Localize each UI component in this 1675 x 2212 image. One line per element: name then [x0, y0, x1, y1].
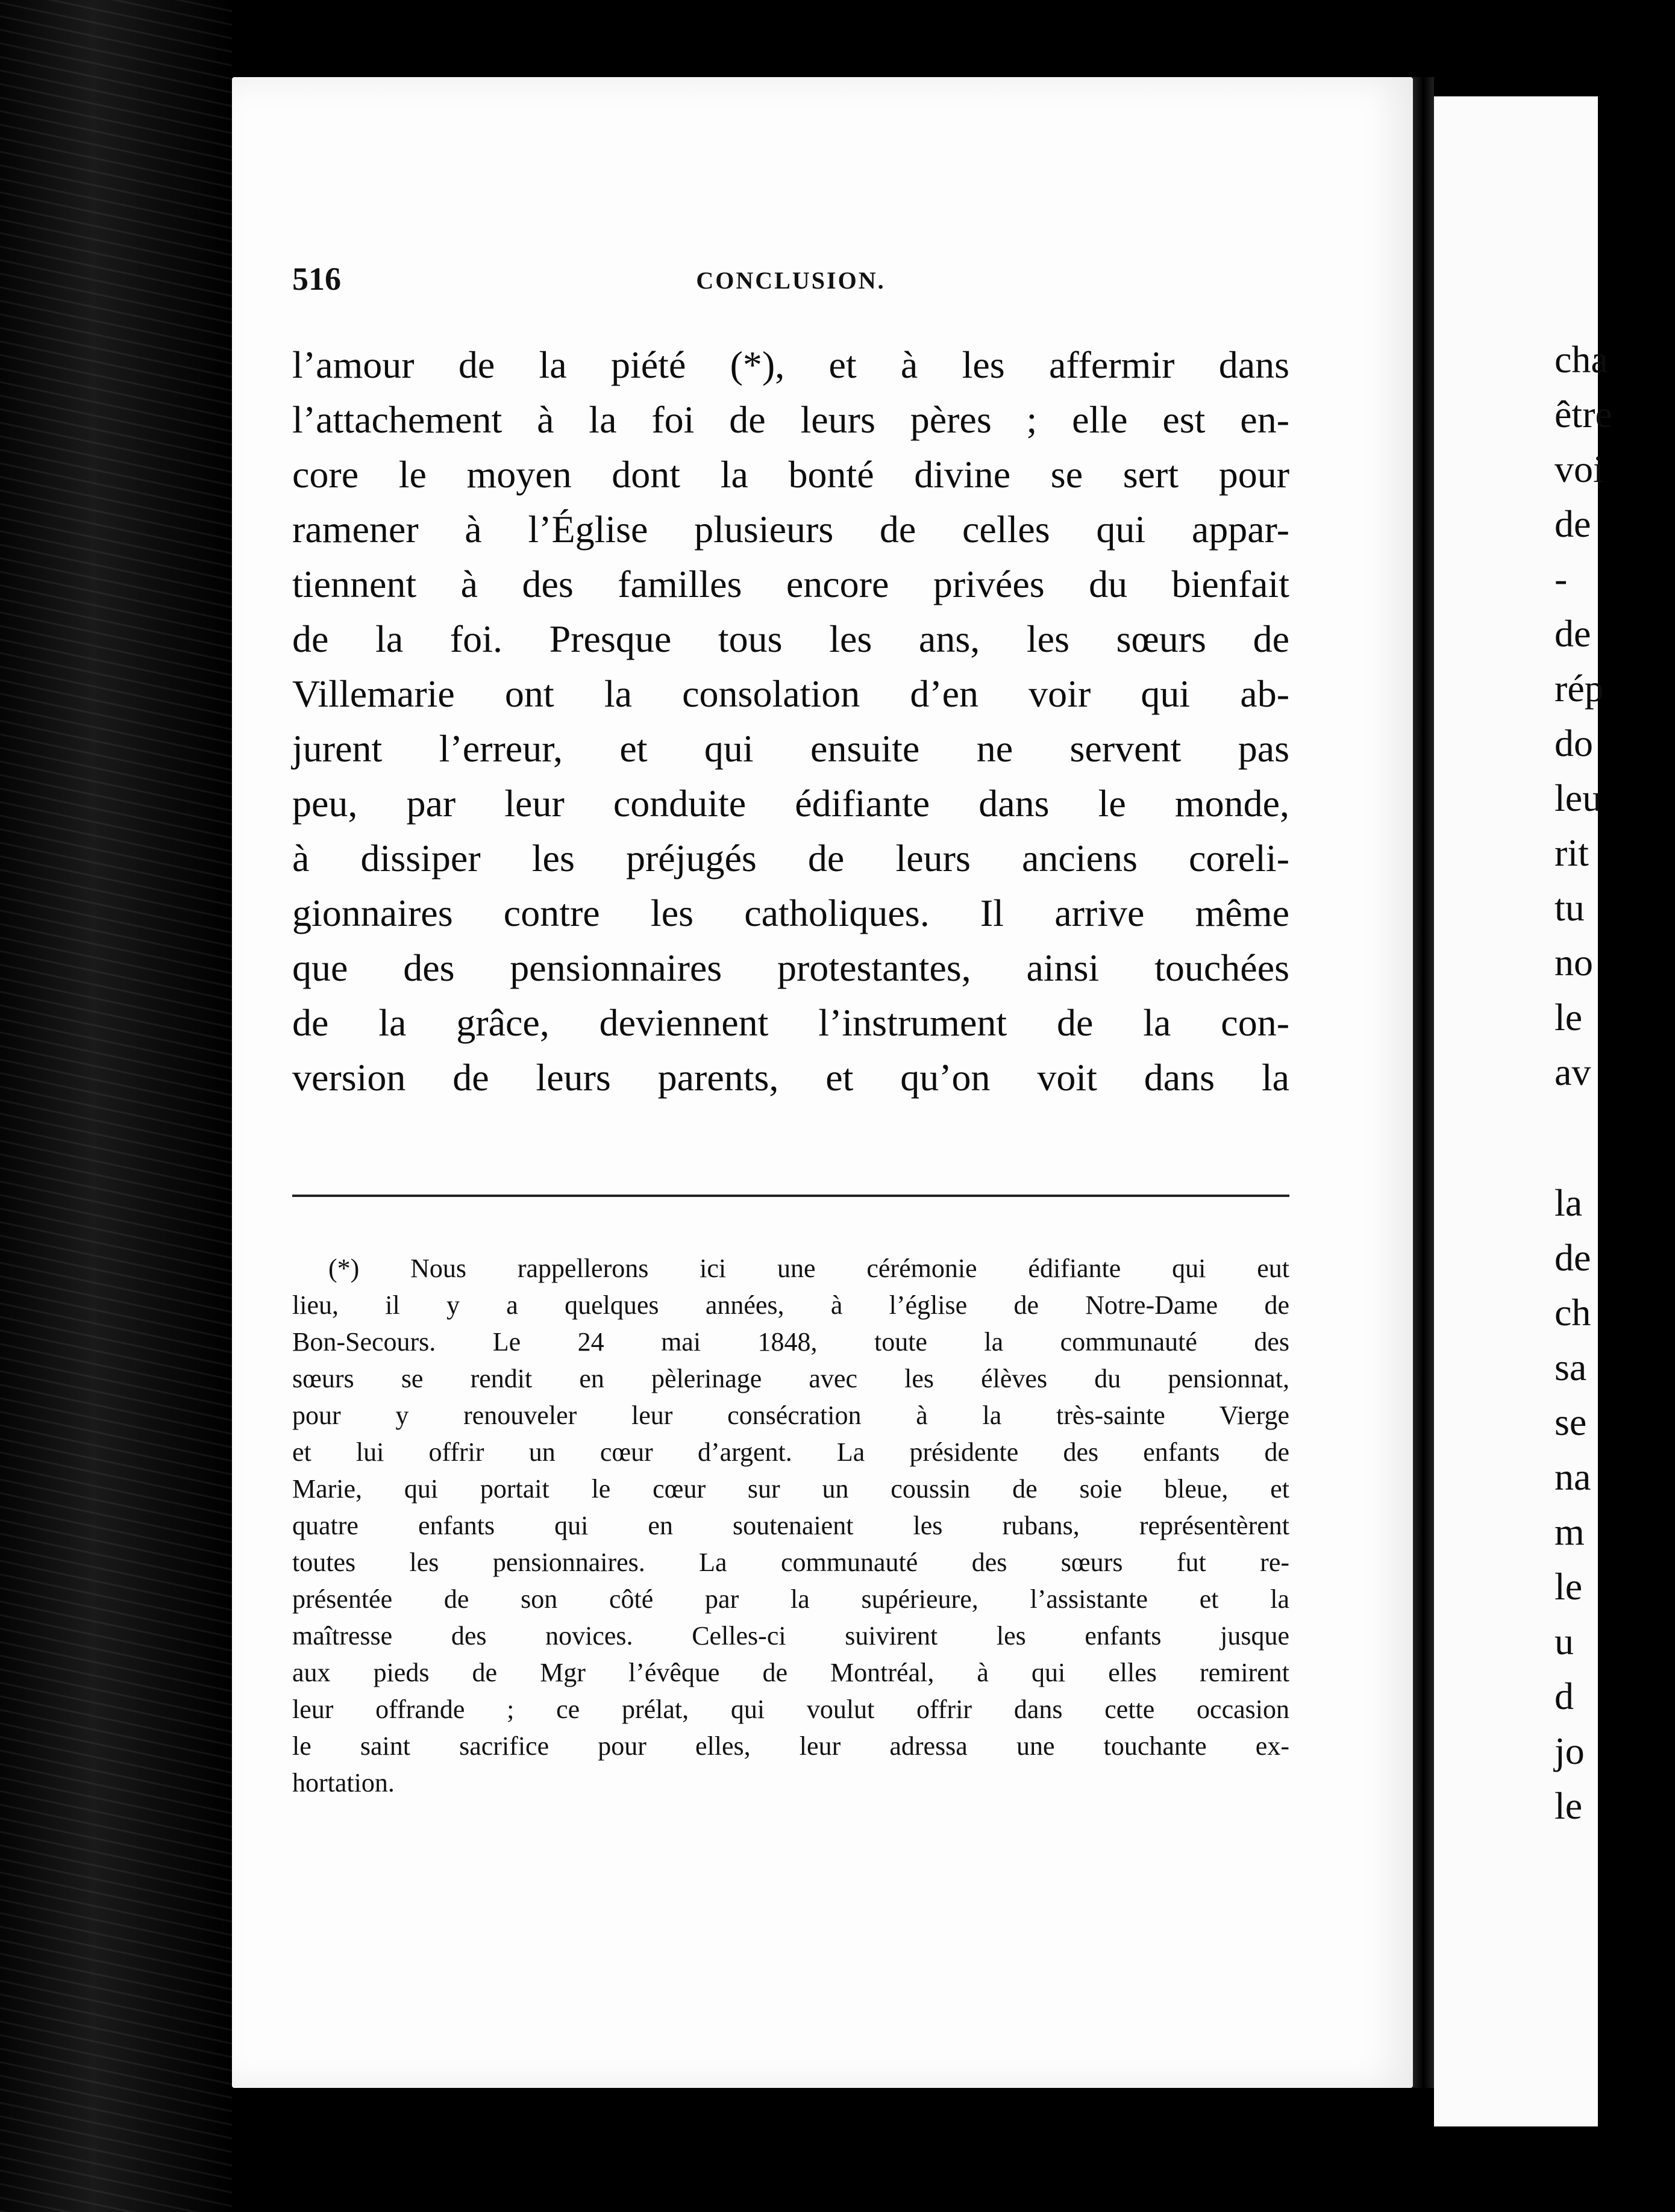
body-line: version de leurs parents, et qu’on voit dans la — [292, 1056, 1289, 1099]
book-gutter — [1413, 77, 1434, 2088]
page-number: 516 — [292, 261, 341, 297]
right-page-fragment: le — [1554, 1784, 1583, 1827]
page-header — [292, 260, 1289, 308]
body-text — [292, 337, 1289, 1105]
book-spine-edge — [0, 0, 232, 2212]
footnote-line: (*) Nous rappellerons ici une cérémonie édifiante qui eut — [328, 1254, 1289, 1283]
right-page-fragment: de — [1554, 612, 1591, 655]
footnote-line: Marie, qui portait le cœur sur un coussin de soie bleue, et — [292, 1474, 1289, 1504]
right-page-fragment: le — [1554, 996, 1583, 1039]
right-page-fragment: jo — [1554, 1729, 1585, 1772]
right-page-fragment: no — [1554, 941, 1593, 984]
footnote-line: sœurs se rendit en pèlerinage avec les élèves du pensionnat, — [292, 1364, 1289, 1393]
right-page-fragment: na — [1554, 1455, 1591, 1498]
right-page-fragment: tu — [1554, 886, 1585, 929]
body-line: ramener à l’Église plusieurs de celles qui appar- — [292, 508, 1289, 551]
body-line: que des pensionnaires protestantes, ainsi touchées — [292, 946, 1289, 989]
right-page-fragment: u — [1554, 1620, 1574, 1663]
right-page-fragment: do — [1554, 722, 1593, 764]
right-page-fragment: voi — [1554, 448, 1604, 490]
body-line: tiennent à des familles encore privées du bienfait — [292, 563, 1289, 605]
body-line: Villemarie ont la consolation d’en voir qui ab- — [292, 672, 1289, 715]
right-page-fragment: rép — [1554, 667, 1604, 710]
right-page-fragment: le — [1554, 1565, 1583, 1608]
footnote-line: leur offrande ; ce prélat, qui voulut offrir dans cette occasion — [292, 1695, 1289, 1724]
right-page-fragment: rit — [1554, 831, 1589, 874]
footnote-line: quatre enfants qui en soutenaient les rubans, représentèrent — [292, 1511, 1289, 1540]
footnote-line: pour y renouveler leur consécration à la très-sainte Vierge — [292, 1401, 1289, 1430]
footnote-line: lieu, il y a quelques années, à l’église de Notre-Dame de — [292, 1290, 1289, 1320]
right-page-fragment: ch — [1554, 1291, 1591, 1334]
right-page-fragment: m — [1554, 1510, 1585, 1553]
right-page-fragment: cha — [1554, 338, 1608, 381]
footnote-rule — [292, 1195, 1289, 1197]
footnote-line: toutes les pensionnaires. La communauté des sœurs fut re- — [292, 1548, 1289, 1577]
footnote-line: présentée de son côté par la supérieure, l’assistante et la — [292, 1584, 1289, 1614]
right-page-fragment: de — [1554, 502, 1591, 545]
body-line: l’amour de la piété (*), et à les affermir dans — [292, 343, 1289, 386]
footnote-line: Bon-Secours. Le 24 mai 1848, toute la communauté des — [292, 1327, 1289, 1357]
right-page-fragment: de — [1554, 1236, 1591, 1279]
right-page-fragment: d — [1554, 1675, 1574, 1717]
right-page-fragment: leu — [1554, 776, 1602, 819]
body-line: de la foi. Presque tous les ans, les sœurs de — [292, 617, 1289, 660]
footnote-line: le saint sacrifice pour elles, leur adressa une touchante ex- — [292, 1731, 1289, 1761]
footnote — [292, 1250, 1289, 1801]
footnote-line: maîtresse des novices. Celles-ci suivirent les enfants jusque — [292, 1621, 1289, 1651]
body-line: à dissiper les préjugés de leurs anciens coreli- — [292, 837, 1289, 879]
footnote-line: aux pieds de Mgr l’évêque de Montréal, à qui elles remirent — [292, 1658, 1289, 1687]
body-line: de la grâce, deviennent l’instrument de la con- — [292, 1001, 1289, 1044]
running-head: CONCLUSION. — [696, 267, 886, 294]
right-page-fragment: se — [1554, 1401, 1587, 1443]
body-line: l’attachement à la foi de leurs pères ; elle est en- — [292, 398, 1289, 441]
body-line: gionnaires contre les catholiques. Il arrive même — [292, 892, 1289, 934]
right-page-fragment: - — [1554, 557, 1568, 600]
footnote-line: hortation. — [292, 1768, 395, 1798]
body-line: peu, par leur conduite édifiante dans le monde, — [292, 782, 1289, 825]
right-page-fragment: être — [1554, 393, 1612, 436]
body-line: core le moyen dont la bonté divine se sert pour — [292, 453, 1289, 496]
body-line: jurent l’erreur, et qui ensuite ne servent pas — [292, 727, 1289, 770]
right-page-fragment: la — [1554, 1181, 1583, 1224]
footnote-line: et lui offrir un cœur d’argent. La présidente des enfants de — [292, 1437, 1289, 1467]
right-page-fragment: av — [1554, 1051, 1591, 1093]
right-page-fragment: sa — [1554, 1346, 1587, 1389]
